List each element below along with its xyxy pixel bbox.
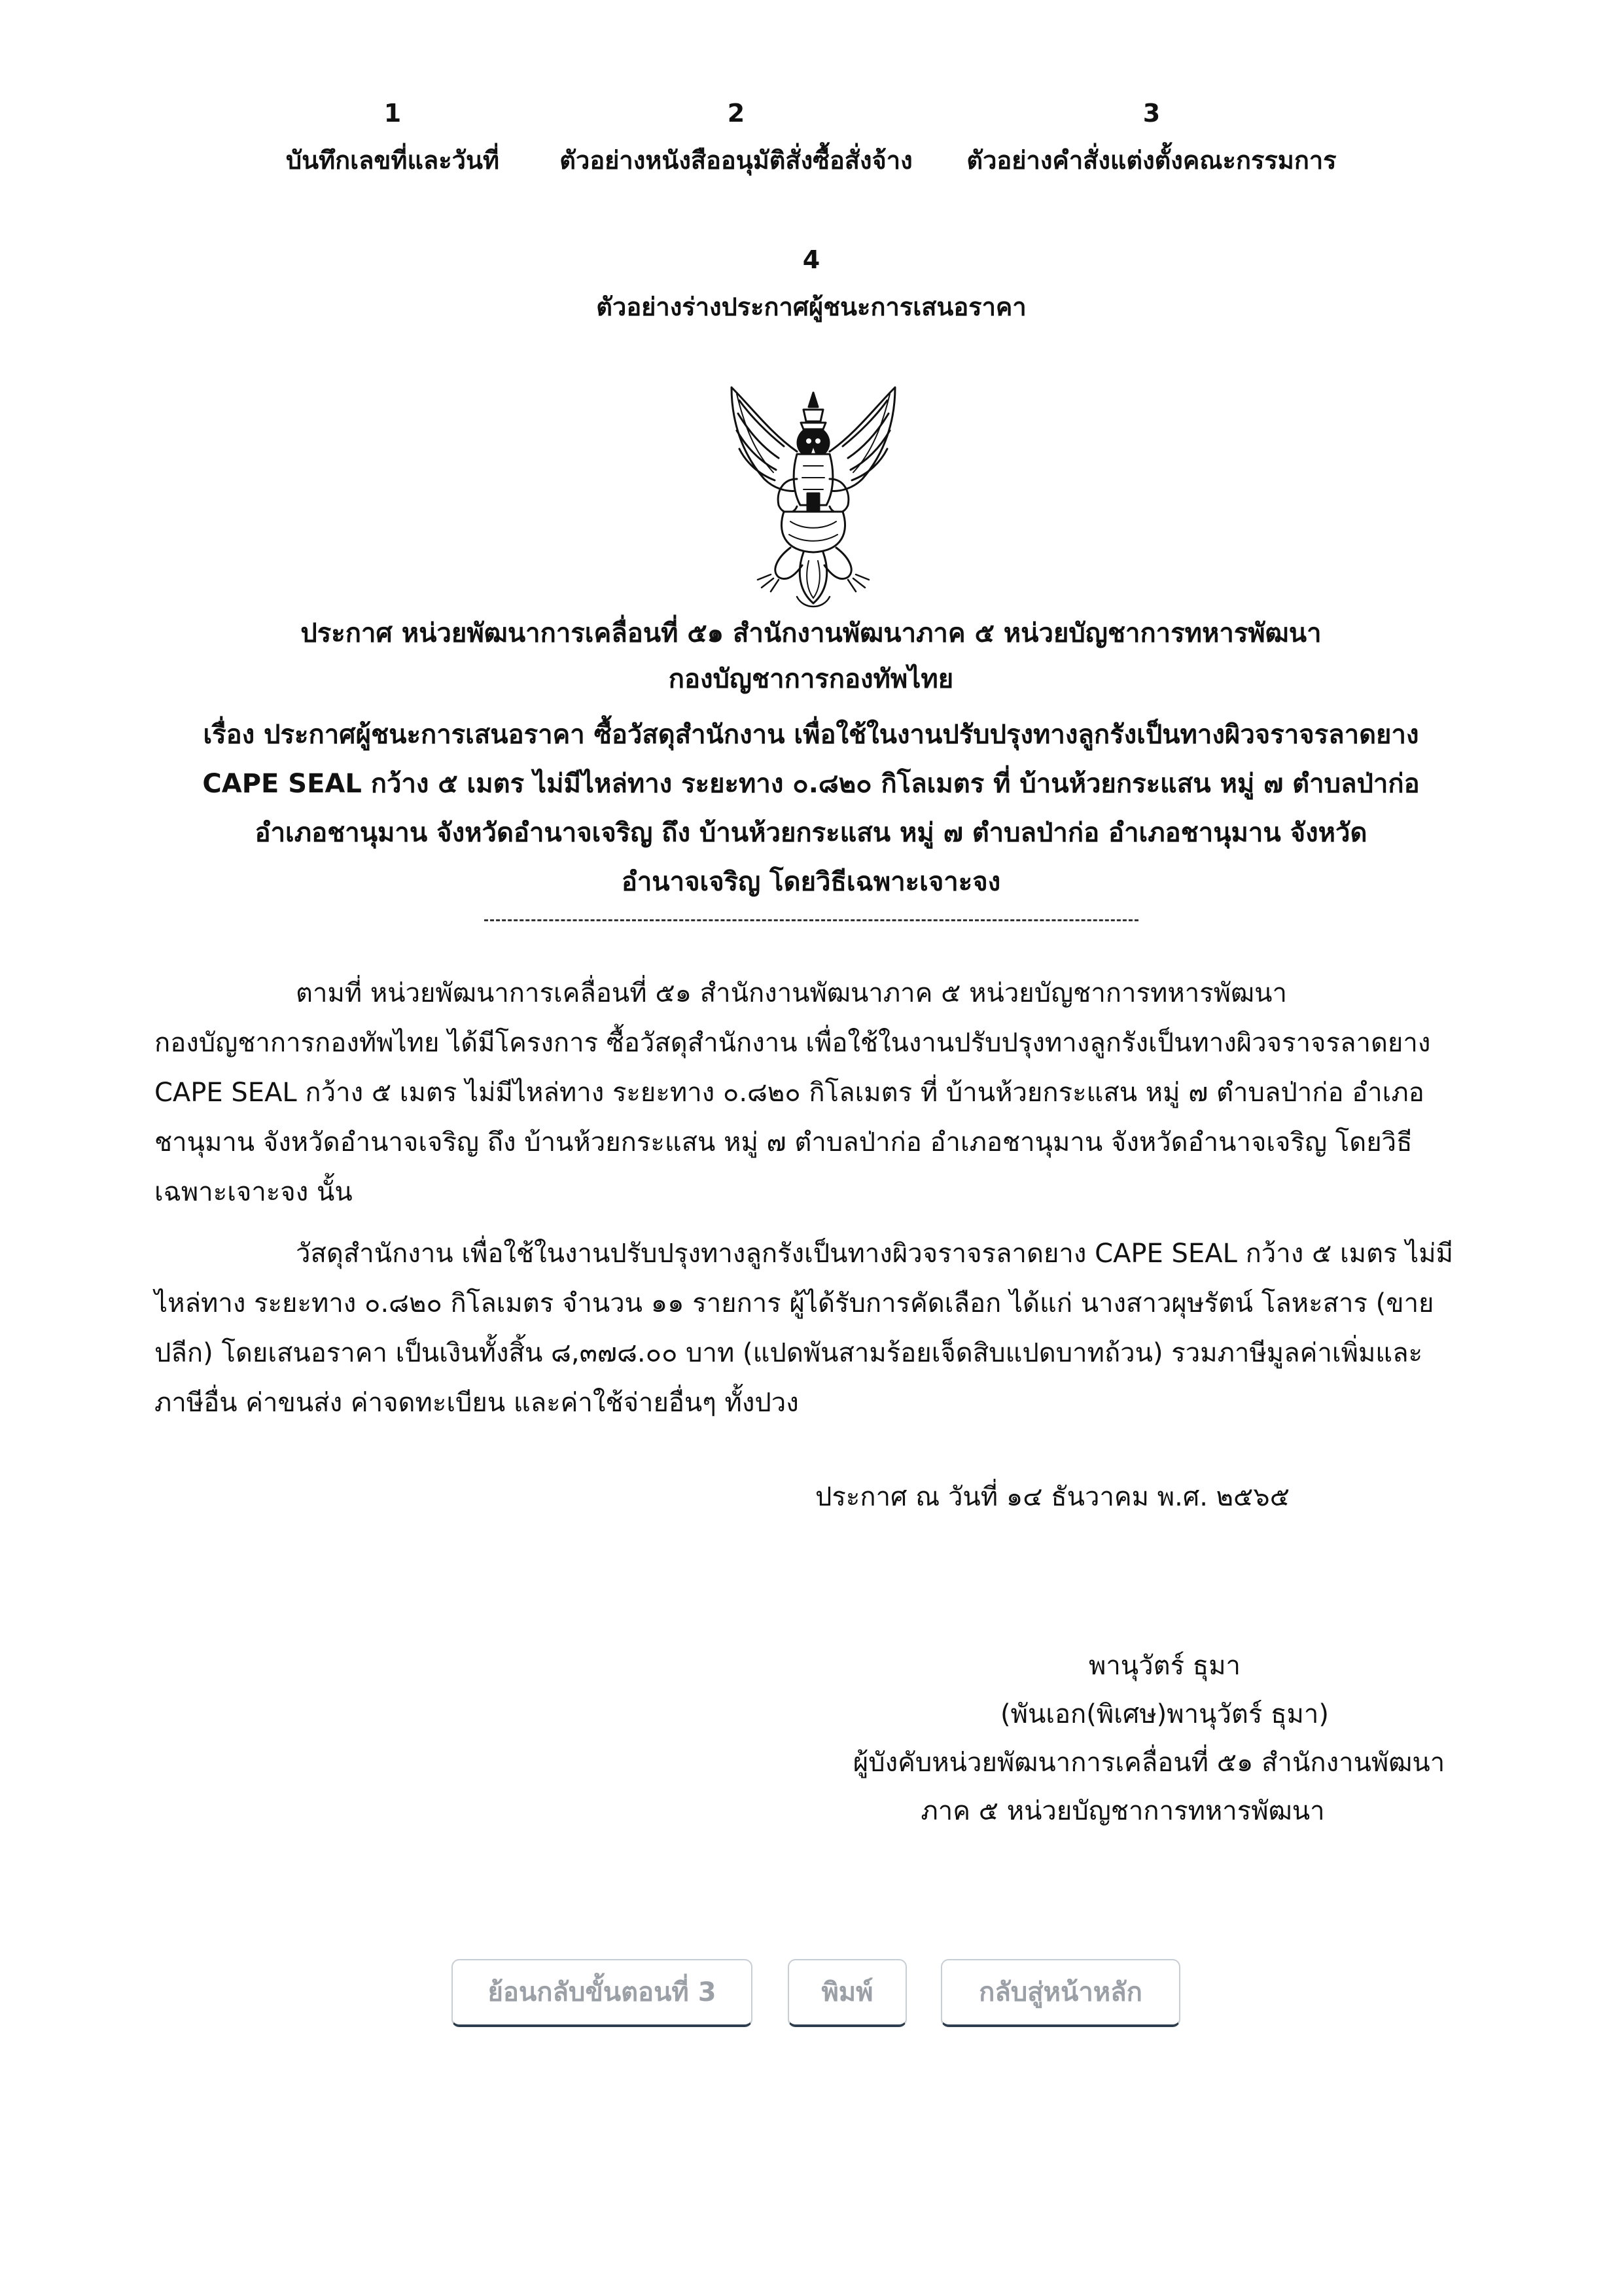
- body-text-line: ภาษีอื่น ค่าขนส่ง ค่าจดทะเบียน และค่าใช้จ่ายอื่นๆ ทั้งปวง: [154, 1388, 799, 1418]
- tab-number: 3: [1142, 99, 1161, 128]
- tab-number: 1: [383, 99, 402, 128]
- body-text-line: ไหล่ทาง ระยะทาง ๐.๘๒๐ กิโลเมตร จำนวน ๑๑ รายการ ผู้ได้รับการคัดเลือก ได้แก่ นางสาวผุษรัตน์ โลหะสาร (ขาย: [154, 1288, 1434, 1318]
- body-text-line: CAPE SEAL กว้าง ๕ เมตร ไม่มีไหล่ทาง ระยะทาง ๐.๘๒๐ กิโลเมตร ที่ บ้านห้วยกระแสน หมู่ ๗ ตำบลป่าก่อ อำเภอ: [154, 1078, 1424, 1108]
- announcement-title: ประกาศ หน่วยพัฒนาการเคลื่อนที่ ๕๑ สำนักงานพัฒนาภาค ๕ หน่วยบัญชาการทหารพัฒนา: [300, 618, 1322, 648]
- tab-label: บันทึกเลขที่และวันที่: [285, 146, 499, 175]
- garuda-emblem-icon: [705, 381, 921, 616]
- body-text-line: กองบัญชาการกองทัพไทย ได้มีโครงการ ซื้อวัสดุสำนักงาน เพื่อใช้ในงานปรับปรุงทางลูกรังเป็นทางผิวจราจรลาดยาง: [154, 1028, 1431, 1058]
- print-button[interactable]: พิมพ์: [788, 1959, 907, 2027]
- body-text-line: ตามที่ หน่วยพัฒนาการเคลื่อนที่ ๕๑ สำนักงานพัฒนาภาค ๕ หน่วยบัญชาการทหารพัฒนา: [296, 978, 1287, 1008]
- body-text-line: วัสดุสำนักงาน เพื่อใช้ในงานปรับปรุงทางลูกรังเป็นทางผิวจราจรลาดยาง CAPE SEAL กว้าง ๕ เมตร ไม่มี: [296, 1239, 1454, 1269]
- dashed-separator: [484, 919, 1138, 921]
- signature-position: ภาค ๕ หน่วยบัญชาการทหารพัฒนา: [921, 1796, 1325, 1826]
- tab-label: ตัวอย่างร่างประกาศผู้ชนะการเสนอราคา: [596, 292, 1027, 321]
- back-to-step-3-button[interactable]: ย้อนกลับขั้นตอนที่ 3: [451, 1959, 752, 2027]
- tab-purchase-approval-sample[interactable]: [523, 98, 949, 175]
- tab-label: ตัวอย่างคำสั่งแต่งตั้งคณะกรรมการ: [966, 146, 1337, 175]
- body-text-line: ปลีก) โดยเสนอราคา เป็นเงินทั้งสิ้น ๘,๓๗๘.๐๐ บาท (แปดพันสามร้อยเจ็ดสิบแปดบาทถ้วน) รวมภาษีมูลค่าเพิ่มและ: [154, 1338, 1423, 1368]
- announcement-date: ประกาศ ณ วันที่ ๑๔ ธันวาคม พ.ศ. ๒๕๖๕: [815, 1482, 1290, 1512]
- tab-committee-order-sample[interactable]: [942, 98, 1361, 175]
- home-button[interactable]: กลับสู่หน้าหลัก: [941, 1959, 1180, 2027]
- signature-name: พานุวัตร์ ธุมา: [1088, 1651, 1241, 1681]
- signature-full-name: (พันเอก(พิเศษ)พานุวัตร์ ธุมา): [1000, 1699, 1329, 1729]
- announcement-title: กองบัญชาการกองทัพไทย: [668, 664, 954, 694]
- announcement-subject: เรื่อง ประกาศผู้ชนะการเสนอราคา ซื้อวัสดุสำนักงาน เพื่อใช้ในงานปรับปรุงทางลูกรังเป็นทางผิวจราจรลาดยาง: [203, 720, 1419, 750]
- signature-position: ผู้บังคับหน่วยพัฒนาการเคลื่อนที่ ๕๑ สำนักงานพัฒนา: [853, 1748, 1445, 1778]
- tab-number: 2: [727, 99, 745, 128]
- announcement-subject: CAPE SEAL กว้าง ๕ เมตร ไม่มีไหล่ทาง ระยะทาง ๐.๘๒๐ กิโลเมตร ที่ บ้านห้วยกระแสน หมู่ ๗ ตำบลป่าก่อ: [202, 769, 1420, 799]
- announcement-subject: อำเภอชานุมาน จังหวัดอำนาจเจริญ ถึง บ้านห้วยกระแสน หมู่ ๗ ตำบลป่าก่อ อำเภอชานุมาน จังหวัด: [255, 818, 1367, 848]
- body-text-line: ชานุมาน จังหวัดอำนาจเจริญ ถึง บ้านห้วยกระแสน หมู่ ๗ ตำบลป่าก่อ อำเภอชานุมาน จังหวัดอำนาจเจริญ โดยวิธี: [154, 1127, 1413, 1157]
- tab-label: ตัวอย่างหนังสืออนุมัติสั่งซื้อสั่งจ้าง: [559, 146, 913, 175]
- body-text-line: เฉพาะเจาะจง นั้น: [154, 1177, 353, 1207]
- tab-number: 4: [802, 245, 820, 274]
- announcement-subject: อำนาจเจริญ โดยวิธีเฉพาะเจาะจง: [621, 867, 1001, 897]
- tab-winner-announcement-draft[interactable]: [543, 245, 1080, 322]
- tab-record-number-date[interactable]: [249, 98, 537, 175]
